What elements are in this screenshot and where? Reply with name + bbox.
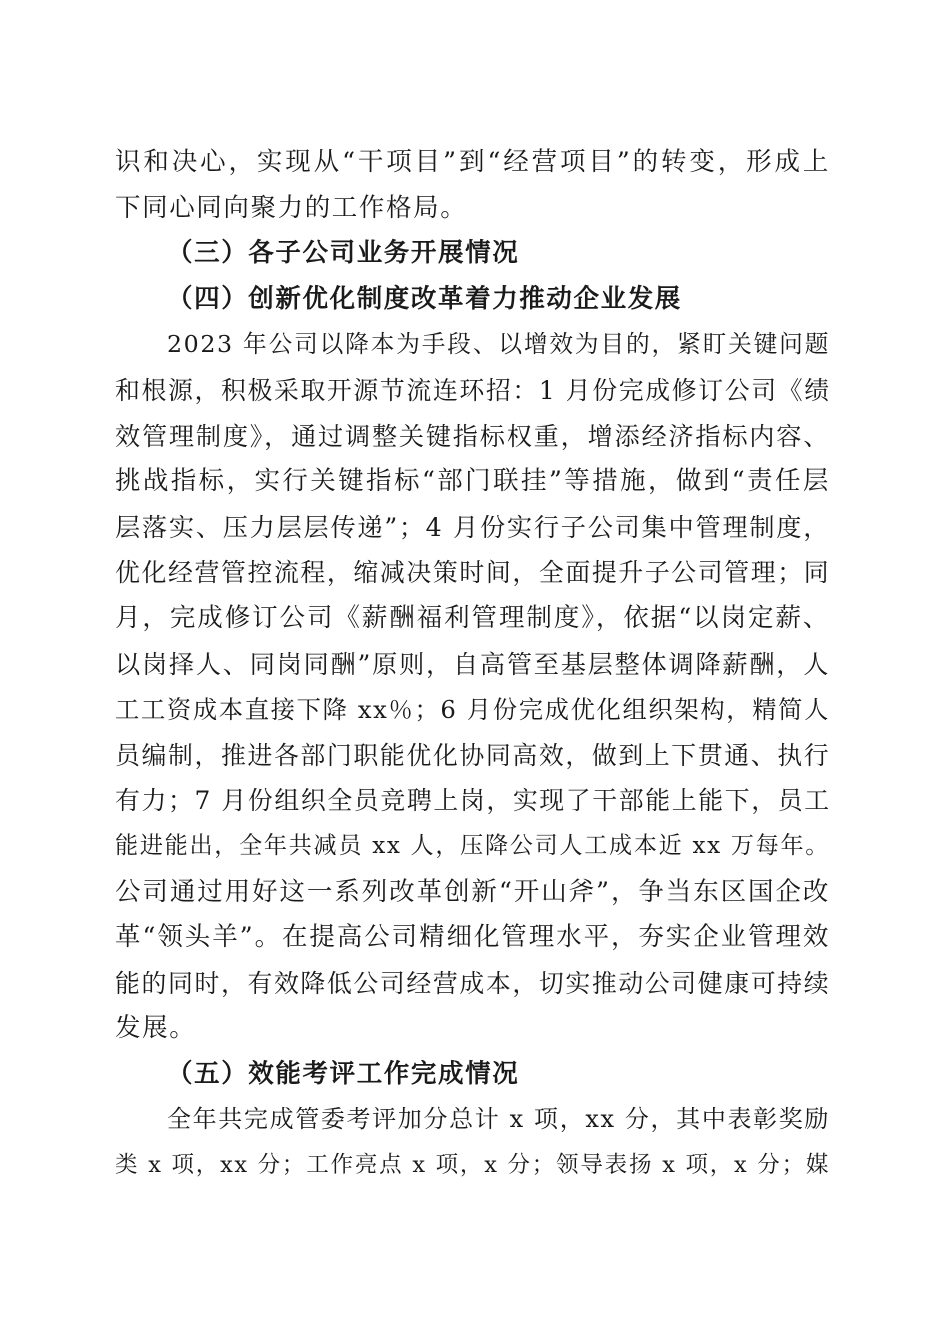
- body-text-line: 公司通过用好这一系列改革创新“开山斧”，争当东区国企改: [115, 876, 830, 907]
- body-text-line: 效管理制度》，通过调整关键指标权重，增添经济指标内容、: [115, 421, 830, 451]
- body-text-line: 有力；7 月份组织全员竞聘上岗，实现了干部能上能下，员工: [115, 786, 831, 816]
- section-heading-4: （四）创新优化制度改革着力推动企业发展: [167, 283, 682, 314]
- section-heading-3: （三）各子公司业务开展情况: [167, 238, 520, 269]
- body-text-line: 识和决心，实现从“干项目”到“经营项目”的转变，形成上: [115, 147, 830, 177]
- body-text-line: 2023 年公司以降本为手段、以增效为目的，紧盯关键问题: [167, 330, 830, 359]
- body-text-line: 发展。: [115, 1013, 197, 1044]
- body-text-line: 下同心同向聚力的工作格局。: [115, 192, 468, 223]
- body-text-line: 和根源，积极采取开源节流连环招：1 月份完成修订公司《绩: [115, 375, 831, 405]
- body-text-line: 员编制，推进各部门职能优化协同高效，做到上下贯通、执行: [115, 740, 831, 770]
- body-text-line: 工工资成本直接下降 xx％；6 月份完成优化组织架构，精简人: [115, 695, 830, 725]
- body-text-line: 优化经营管控流程，缩减决策时间，全面提升子公司管理；同: [115, 558, 831, 588]
- body-text-line: 能进能出，全年共减员 xx 人，压降公司人工成本近 xx 万每年。: [115, 832, 830, 859]
- body-text-line: 以岗择人、同岗同酬”原则，自高管至基层整体调降薪酬，人: [115, 649, 830, 679]
- body-text-line: 月，完成修订公司《薪酬福利管理制度》，依据“以岗定薪、: [115, 602, 830, 633]
- section-heading-5: （五）效能考评工作完成情况: [167, 1058, 520, 1089]
- body-text-line: 全年共完成管委考评加分总计 x 项，xx 分，其中表彰奖励: [167, 1105, 830, 1134]
- body-text-line: 类 x 项，xx 分；工作亮点 x 项，x 分；领导表扬 x 项，x 分；媒: [115, 1152, 830, 1179]
- body-text-line: 能的同时，有效降低公司经营成本，切实推动公司健康可持续: [115, 968, 831, 998]
- body-text-line: 挑战指标，实行关键指标“部门联挂”等措施，做到“责任层: [115, 466, 830, 497]
- body-text-line: 革“领头羊”。在提高公司精细化管理水平，夯实企业管理效: [115, 922, 830, 953]
- body-text-line: 层落实、压力层层传递”；4 月份实行子公司集中管理制度，: [115, 512, 830, 542]
- document-page: [115, 140, 830, 1189]
